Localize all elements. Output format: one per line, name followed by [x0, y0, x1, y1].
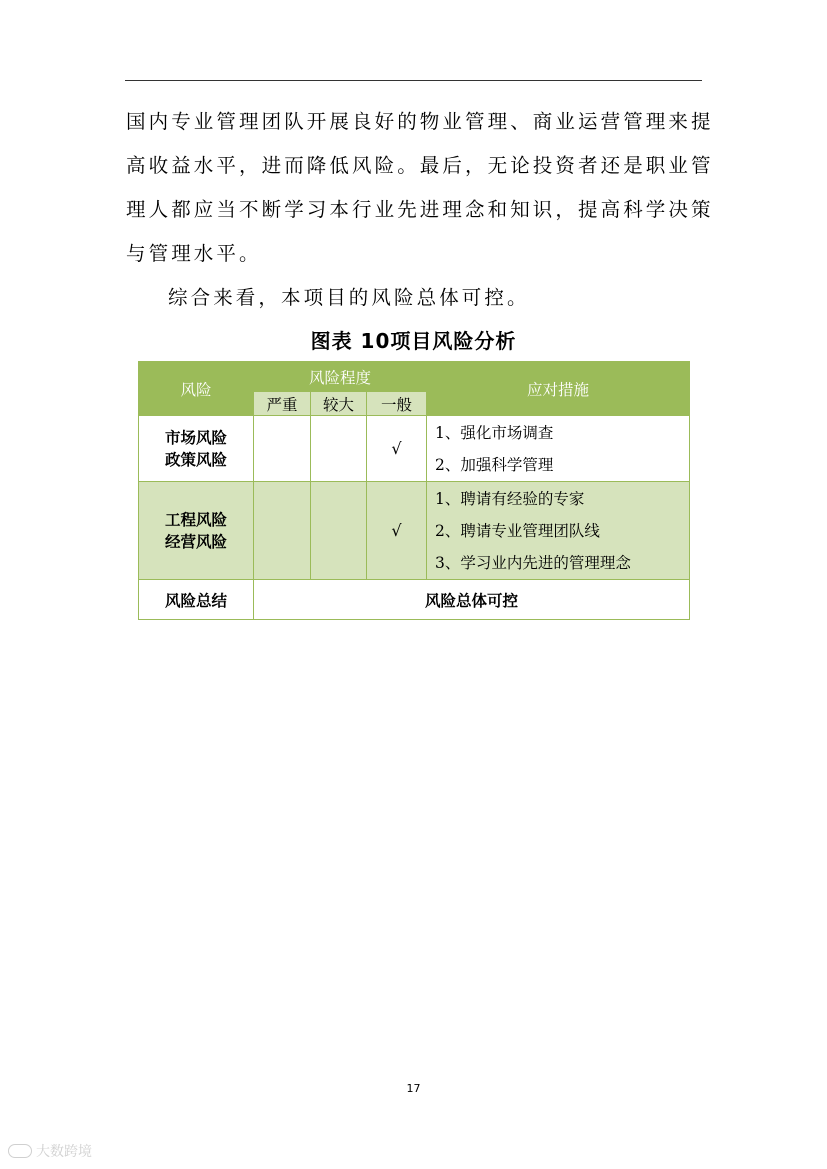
degree-level-severe: 严重 [254, 392, 311, 416]
measures-cell [427, 482, 690, 580]
body-text [126, 100, 714, 320]
watermark [8, 1141, 92, 1161]
watermark-text: 大数跨境 [36, 1144, 92, 1160]
measure-item: 1、聘请有经验的专家 [435, 489, 585, 508]
measure-item: 2、加强科学管理 [435, 455, 554, 474]
header-measures: 应对措施 [427, 362, 690, 416]
summary-row [139, 580, 690, 620]
risk-analysis-table [138, 361, 690, 620]
degree-level-major: 较大 [311, 392, 367, 416]
header-risk: 风险 [139, 362, 254, 416]
mark-major [311, 482, 367, 580]
paragraph-line: 理人都应当不断学习本行业先进理念和知识，提高科学决策 [126, 198, 714, 221]
risk-name: 经营风险 [164, 532, 227, 551]
paragraph-line: 国内专业管理团队开展良好的物业管理、商业运营管理来提 [126, 110, 714, 133]
mark-severe [254, 482, 311, 580]
mark-major [311, 416, 367, 482]
risk-name: 政策风险 [164, 450, 227, 469]
measure-item: 1、强化市场调查 [435, 423, 554, 442]
risk-name: 市场风险 [164, 428, 227, 447]
mark-general: √ [367, 416, 427, 482]
risk-category [139, 482, 254, 580]
table-row [139, 416, 690, 482]
paragraph-line: 与管理水平。 [126, 242, 262, 265]
mark-severe [254, 416, 311, 482]
header-rule [125, 80, 702, 81]
risk-category [139, 416, 254, 482]
page-number: 17 [406, 1082, 421, 1095]
degree-level-general: 一般 [367, 392, 427, 416]
table-row [139, 482, 690, 580]
summary-label: 风险总结 [139, 580, 254, 620]
mark-general: √ [367, 482, 427, 580]
watermark-logo-icon [8, 1144, 32, 1158]
header-degree: 风险程度 [254, 362, 427, 392]
risk-name: 工程风险 [164, 510, 227, 529]
measures-cell [427, 416, 690, 482]
summary-value: 风险总体可控 [254, 580, 690, 620]
conclusion-line: 综合来看，本项目的风险总体可控。 [168, 286, 530, 309]
table-caption: 图表 10项目风险分析 [310, 329, 517, 353]
measure-item: 3、学习业内先进的管理理念 [435, 553, 631, 572]
measure-item: 2、聘请专业管理团队线 [435, 521, 600, 540]
paragraph-line: 高收益水平，进而降低风险。最后，无论投资者还是职业管 [126, 154, 714, 177]
